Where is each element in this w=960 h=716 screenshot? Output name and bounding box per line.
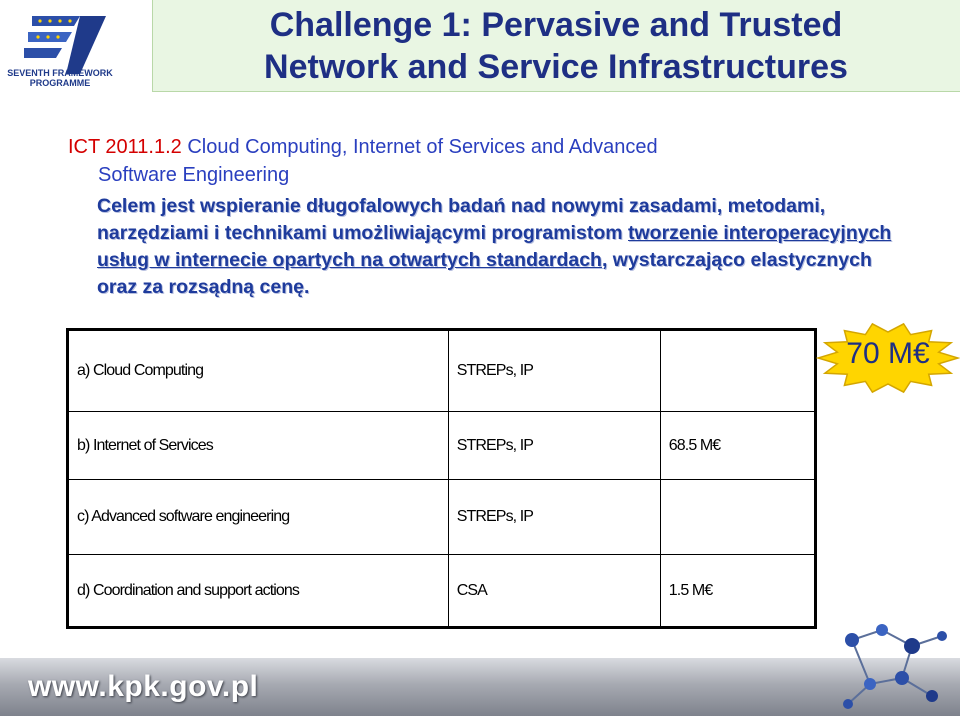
title-line1: Challenge 1: Pervasive and Trusted: [269, 6, 843, 44]
instrument-cell: STREPs, IP: [448, 412, 660, 480]
budget-cell: 1.5 M€: [660, 555, 815, 628]
instrument-cell: STREPs, IP: [448, 480, 660, 555]
footer-url[interactable]: www.kpk.gov.pl: [28, 670, 259, 703]
budget-cell: 68.5 M€: [660, 412, 815, 480]
budget-cell: [660, 330, 815, 412]
logo-line2: PROGRAMME: [29, 78, 91, 88]
description-part2: , wystarczająco elastycznych oraz za rozsądną cenę.: [97, 249, 872, 298]
instrument-cell: STREPs, IP: [448, 330, 660, 412]
objective-code: ICT 2011.1.2: [68, 136, 182, 158]
objective-description: [97, 193, 917, 301]
area-cell: b) Internet of Services: [68, 412, 449, 480]
area-cell: a) Cloud Computing: [68, 330, 449, 412]
area-cell: c) Advanced software engineering: [68, 480, 449, 555]
area-cell: d) Coordination and support actions: [68, 555, 449, 628]
molecule-decoration-icon: [820, 600, 960, 716]
objective-title: Cloud Computing, Internet of Services and Advanced: [181, 136, 658, 158]
table-row: [68, 412, 816, 480]
slide-title: [152, 4, 960, 88]
title-line2: Network and Service Infrastructures: [264, 48, 848, 86]
objective-heading: [68, 133, 848, 189]
table-row: [68, 330, 816, 412]
total-budget-label: 70 M€: [846, 337, 930, 370]
budget-cell: [660, 480, 815, 555]
objective-title-line2: Software Engineering: [98, 164, 290, 186]
instrument-cell: CSA: [448, 555, 660, 628]
table-row: [68, 480, 816, 555]
table-row: [68, 555, 816, 628]
funding-table: [66, 328, 817, 629]
logo-line1: SEVENTH FRAMEWORK: [7, 68, 113, 78]
description-underlined: tworzenie interoperacyjnych usług w internecie opartych na otwartych standardach: [97, 222, 892, 271]
description-part1: Celem jest wspieranie długofalowych badań nad nowymi zasadami, metodami, narzędziami i technikami umożliwiającymi programistom: [97, 195, 826, 244]
